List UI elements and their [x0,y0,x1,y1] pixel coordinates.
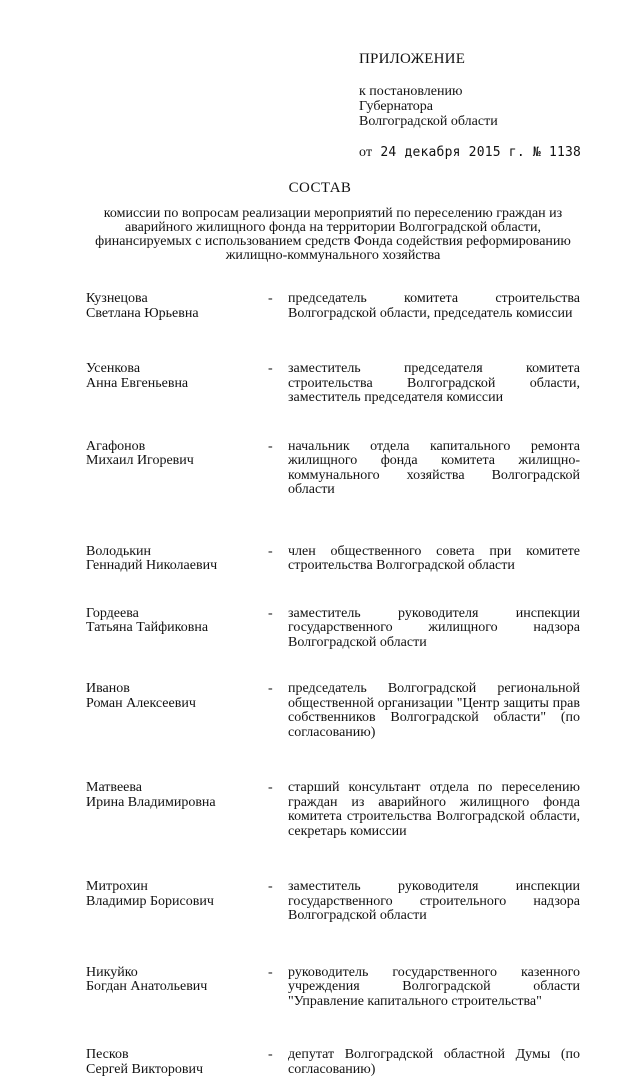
member-role: руководитель государственного казенного учреждения Волгоградской области "Управление капитального строительства" [288,966,580,1010]
member-surname: Митрохин [86,880,268,895]
member-dash: - [268,440,288,455]
appendix-date-row [359,145,581,160]
member-role: начальник отдела капитального ремонта жилищного фонда комитета жилищно-коммунального хозяйства Волгоградской области [288,440,580,498]
member-row [86,607,580,651]
member-given-names: Ирина Владимировна [86,796,268,811]
member-role: заместитель руководителя инспекции государственного жилищного надзора Волгоградской области [288,607,580,651]
member-row [86,362,580,406]
from-label: от [359,145,372,160]
member-surname: Никуйко [86,966,268,981]
member-given-names: Михаил Игоревич [86,454,268,469]
number-label: № [533,145,541,160]
member-surname: Усенкова [86,362,268,377]
document-date: 24 декабря 2015 г. [380,145,524,160]
member-given-names: Светлана Юрьевна [86,307,268,322]
member-surname: Иванов [86,682,268,697]
member-name [86,682,268,711]
member-role: председатель комитета строительства Волгоградской области, председатель комиссии [288,292,580,321]
member-given-names: Сергей Викторович [86,1063,268,1077]
member-surname: Матвеева [86,781,268,796]
appendix-line-region: Волгоградской области [359,114,581,129]
member-role: член общественного совета при комитете строительства Волгоградской области [288,545,580,574]
member-name [86,292,268,321]
member-role: заместитель руководителя инспекции государственного строительного надзора Волгоградской области [288,880,580,924]
member-name [86,966,268,995]
member-role: председатель Волгоградской региональной общественной организации "Центр защиты прав собственников Волгоградской области" (по согласованию) [288,682,580,740]
member-row [86,966,580,1010]
member-row [86,1048,580,1077]
member-given-names: Владимир Борисович [86,895,268,910]
member-role: заместитель председателя комитета строительства Волгоградской области, заместитель председателя комиссии [288,362,580,406]
member-dash: - [268,966,288,981]
member-surname: Песков [86,1048,268,1063]
document-subtitle: комиссии по вопросам реализации мероприятий по переселению граждан из аварийного жилищного фонда на территории Волгоградской области, финансируемых с использованием средств Фонда содействия реформированию жилищно-коммунального хозяйства [86,207,580,263]
appendix-block [359,52,581,160]
member-dash: - [268,545,288,560]
member-dash: - [268,781,288,796]
member-dash: - [268,682,288,697]
member-surname: Володькин [86,545,268,560]
member-given-names: Татьяна Тайфиковна [86,621,268,636]
appendix-line-resolution: к постановлению [359,84,581,99]
member-surname: Гордеева [86,607,268,622]
member-role: старший консультант отдела по переселению граждан из аварийного жилищного фонда комитета строительства Волгоградской области, секретарь комиссии [288,781,580,839]
member-name [86,440,268,469]
member-row [86,682,580,740]
document-number: 1138 [549,145,581,160]
member-name [86,607,268,636]
member-dash: - [268,362,288,377]
member-dash: - [268,880,288,895]
document-title: СОСТАВ [0,180,640,197]
member-row [86,292,580,321]
member-given-names: Геннадий Николаевич [86,559,268,574]
member-dash: - [268,292,288,307]
member-dash: - [268,607,288,622]
member-row [86,545,580,574]
member-row [86,880,580,924]
member-name [86,362,268,391]
member-given-names: Роман Алексеевич [86,697,268,712]
member-dash: - [268,1048,288,1063]
appendix-line-governor: Губернатора [359,99,581,114]
member-row [86,781,580,839]
member-name [86,1048,268,1077]
member-given-names: Богдан Анатольевич [86,980,268,995]
member-name [86,545,268,574]
members-list [86,292,580,1077]
member-given-names: Анна Евгеньевна [86,377,268,392]
member-role: депутат Волгоградской областной Думы (по согласованию) [288,1048,580,1077]
member-surname: Кузнецова [86,292,268,307]
appendix-title: ПРИЛОЖЕНИЕ [359,52,581,67]
member-surname: Агафонов [86,440,268,455]
member-name [86,781,268,810]
member-row [86,440,580,498]
